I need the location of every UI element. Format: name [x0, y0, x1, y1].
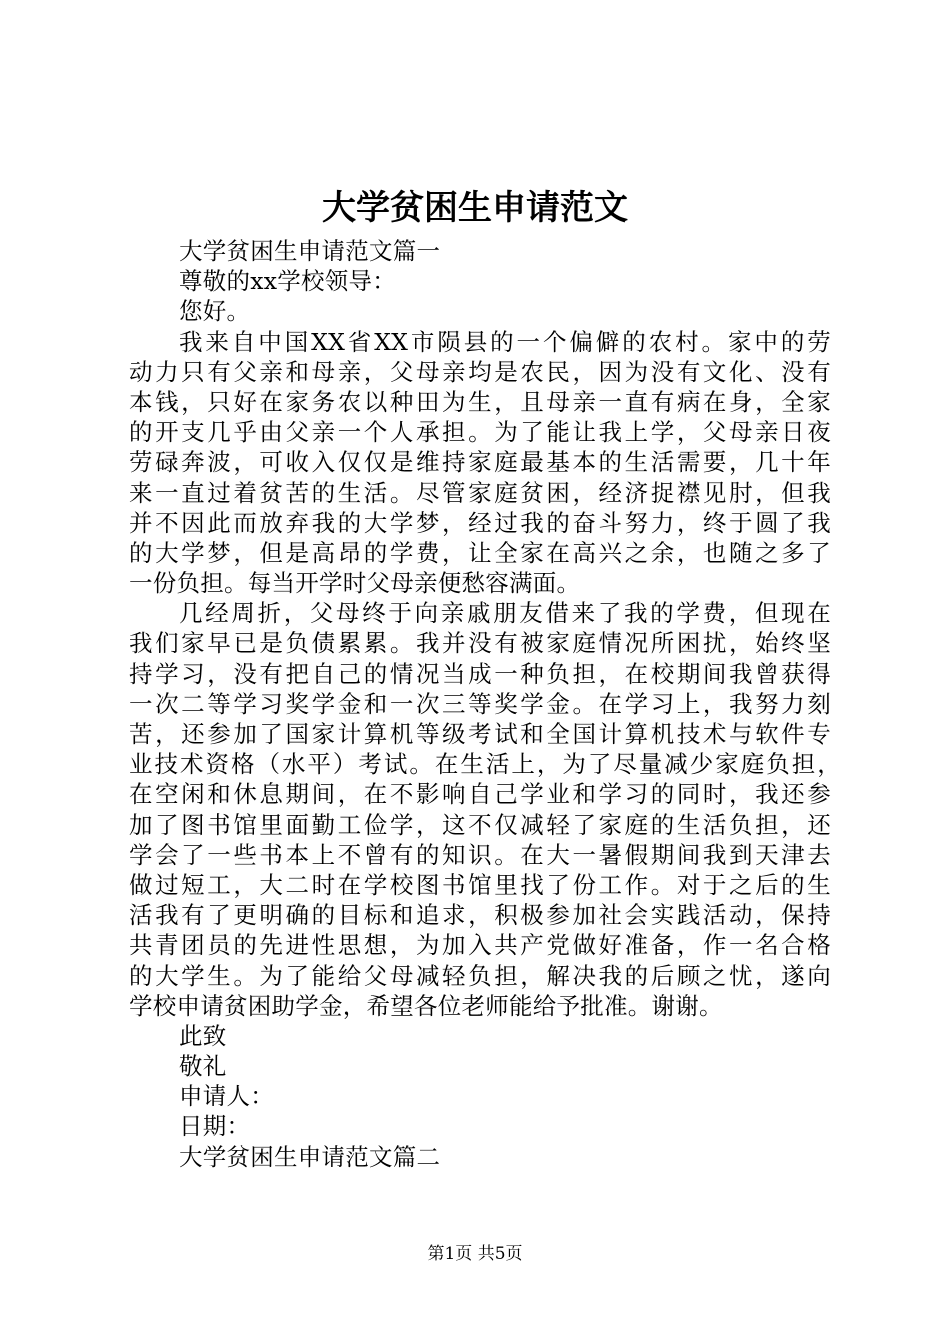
salutation: 尊敬的xx学校领导： — [179, 267, 397, 296]
paragraph-line: 几经周折，父母终于向亲戚朋友借来了我的学费，但现在 — [179, 599, 831, 628]
applicant-label: 申请人： — [179, 1082, 274, 1111]
paragraph-line: 的大学梦，但是高昂的学费，让全家在高兴之余，也随之多了 — [129, 538, 831, 567]
paragraph-line: 并不因此而放弃我的大学梦，经过我的奋斗努力，终于圆了我 — [129, 508, 831, 537]
document-body — [129, 236, 849, 1172]
section-heading: 大学贫困生申请范文篇一 — [179, 237, 441, 265]
paragraph-line: 一次二等学习奖学金和一次三等奖学金。在学习上，我努力刻 — [129, 689, 831, 718]
paragraph-line: 共青团员的先进性思想，为加入共产党做好准备，作一名合格 — [129, 931, 831, 960]
paragraph-line: 活我有了更明确的目标和追求，积极参加社会实践活动，保持 — [129, 901, 831, 930]
paragraph-line: 我们家早已是负债累累。我并没有被家庭情况所困扰，始终坚 — [129, 629, 831, 658]
paragraph-line: 学会了一些书本上不曾有的知识。在大一暑假期间我到天津去 — [129, 840, 831, 869]
paragraph-line: 苦，还参加了国家计算机等级考试和全国计算机技术与软件专 — [129, 720, 831, 748]
page-number: 第1页 共5页 — [427, 1244, 523, 1264]
paragraph-line: 一份负担。每当开学时父母亲便愁容满面。 — [129, 569, 581, 598]
closing-line: 此致 — [179, 1021, 227, 1050]
paragraph-line: 加了图书馆里面勤工俭学，这不仅减轻了家庭的生活负担，还 — [129, 810, 831, 839]
greeting: 您好。 — [179, 297, 251, 326]
paragraph-line: 劳碌奔波，可收入仅仅是维持家庭最基本的生活需要，几十年 — [129, 448, 831, 477]
paragraph-line: 动力只有父亲和母亲，父母亲均是农民，因为没有文化、没有 — [129, 357, 831, 386]
section-heading: 大学贫困生申请范文篇二 — [179, 1142, 441, 1171]
document-title: 大学贫困生申请范文 — [322, 188, 628, 228]
paragraph-line: 的大学生。为了能给父母减轻负担，解决我的后顾之忧，遂向 — [129, 961, 831, 990]
paragraph-line: 我来自中国XX省XX市陨县的一个偏僻的农村。家中的劳 — [179, 327, 831, 356]
paragraph-line: 持学习，没有把自己的情况当成一种负担，在校期间我曾获得 — [129, 659, 831, 688]
date-label: 日期： — [179, 1112, 251, 1141]
paragraph-line: 来一直过着贫苦的生活。尽管家庭贫困，经济捉襟见肘，但我 — [129, 478, 831, 507]
paragraph-line: 业技术资格（水平）考试。在生活上，为了尽量减少家庭负担， — [129, 750, 841, 779]
paragraph-line: 本钱，只好在家务农以种田为生，且母亲一直有病在身，全家 — [129, 387, 831, 416]
paragraph-line: 做过短工，大二时在学校图书馆里找了份工作。对于之后的生 — [129, 870, 831, 899]
paragraph-line: 的开支几乎由父亲一个人承担。为了能让我上学，父母亲日夜 — [129, 418, 831, 447]
closing-line: 敬礼 — [179, 1052, 227, 1081]
paragraph-line: 在空闲和休息期间，在不影响自己学业和学习的同时，我还参 — [129, 780, 831, 809]
paragraph-line: 学校申请贫困助学金，希望各位老师能给予批准。谢谢。 — [129, 991, 723, 1020]
